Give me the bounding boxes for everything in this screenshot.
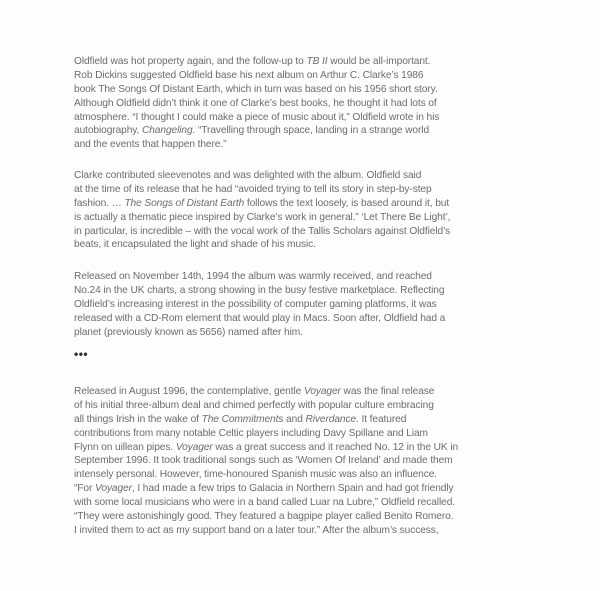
text-segment: contributions from many notable Celtic players including Davy Spillane and Liam bbox=[74, 427, 428, 439]
text-line bbox=[74, 55, 534, 69]
text-line bbox=[74, 138, 534, 152]
text-line bbox=[74, 69, 534, 83]
text-line bbox=[74, 270, 534, 284]
text-segment: all things Irish in the wake of bbox=[74, 413, 202, 425]
text-segment: intensely personal. However, time-honoured Spanish music was also an influence. bbox=[74, 469, 438, 481]
text-segment: was the final release bbox=[340, 386, 435, 397]
text-segment: of his initial three-album deal and chimed perfectly with popular culture embracing bbox=[74, 399, 434, 411]
text-segment: with some local musicians who were in a band called Luar na Lubre,” Oldfield recalled. bbox=[74, 497, 455, 509]
text-segment: beats, it encapsulated the light and shade of his music. bbox=[74, 239, 316, 251]
italic-title: Riverdance bbox=[305, 413, 357, 425]
text-segment: follows the text loosely, is based around it, but bbox=[244, 197, 450, 209]
text-line bbox=[74, 482, 534, 496]
text-segment: planet (previously known as 5656) named after him. bbox=[74, 326, 303, 338]
text-line bbox=[74, 97, 534, 111]
text-segment: would be all-important. bbox=[327, 56, 431, 67]
text-segment: . It featured bbox=[356, 413, 407, 425]
italic-title: Voyager bbox=[95, 483, 132, 495]
text-segment: book The Songs Of Distant Earth, which in turn was based on his 1956 short story. bbox=[74, 83, 438, 95]
text-line bbox=[74, 385, 534, 399]
text-line bbox=[74, 326, 534, 340]
text-line bbox=[74, 111, 534, 125]
text-line bbox=[74, 510, 534, 524]
italic-title: Voyager bbox=[175, 441, 213, 453]
text-segment: Released in August 1996, the contemplative, gentle bbox=[74, 386, 304, 397]
text-segment: , I had made a few trips to Galacia in Northern Spain and had got friendly bbox=[131, 483, 454, 495]
text-segment: September 1996. It took traditional songs such as ‘Women Of Ireland’ and made them bbox=[74, 455, 453, 467]
text-line bbox=[74, 183, 534, 197]
text-segment: Clarke contributed sleevenotes and was delighted with the album. Oldfield said bbox=[74, 170, 422, 181]
text-segment: autobiography, bbox=[74, 125, 142, 137]
text-segment: fashion. … bbox=[74, 197, 125, 209]
text-segment: released with a CD-Rom element that would play in Macs. Soon after, Oldfield had a bbox=[74, 312, 446, 324]
paragraph-2 bbox=[74, 169, 534, 252]
text-segment: Oldfield’s increasing interest in the possibility of computer gaming platforms, it was bbox=[74, 298, 437, 310]
text-segment: and bbox=[283, 413, 306, 425]
text-line bbox=[74, 399, 534, 413]
text-line bbox=[74, 441, 534, 455]
text-segment: I invited them to act as my support band on a later tour.” After the album’s success, bbox=[74, 524, 439, 536]
text-segment: Although Oldfield didn’t think it one of Clarke’s best books, he thought it had lots of bbox=[74, 97, 437, 109]
text-line bbox=[74, 468, 534, 482]
text-line bbox=[74, 454, 534, 468]
text-line bbox=[74, 413, 534, 427]
text-segment: atmosphere. “I thought I could make a piece of music about it,” Oldfield wrote in his bbox=[74, 111, 440, 123]
paragraph-3 bbox=[74, 270, 534, 339]
text-segment: Flynn on uillean pipes. bbox=[74, 441, 176, 453]
paragraph-4 bbox=[74, 385, 534, 538]
text-line bbox=[74, 312, 534, 326]
text-line bbox=[74, 238, 534, 252]
text-segment: No.24 in the UK charts, a strong showing in the busy festive marketplace. Reflecting bbox=[74, 284, 445, 296]
section-separator: ••• bbox=[74, 347, 89, 361]
text-segment: was a great success and it reached No. 12 in the UK in bbox=[212, 441, 459, 453]
text-line bbox=[74, 524, 534, 538]
text-segment: and the events that happen there.” bbox=[74, 139, 227, 151]
text-line bbox=[74, 225, 534, 239]
italic-title: Voyager bbox=[303, 386, 341, 397]
text-segment: Oldfield was hot property again, and the follow-up to bbox=[74, 56, 307, 67]
text-segment: . “Travelling through space, landing in a strange world bbox=[192, 125, 430, 137]
text-line bbox=[74, 496, 534, 510]
text-line bbox=[74, 169, 534, 183]
text-segment: is actually a thematic piece inspired by Clarke’s work in general.” ‘Let There Be Light’, bbox=[74, 211, 451, 223]
text-line bbox=[74, 197, 534, 211]
text-line bbox=[74, 298, 534, 312]
text-line bbox=[74, 284, 534, 298]
paragraph-1 bbox=[74, 55, 534, 152]
text-line bbox=[74, 124, 534, 138]
text-segment: at the time of its release that he had “avoided trying to tell its story in step-by-step bbox=[74, 183, 432, 195]
italic-title: Changeling bbox=[141, 125, 193, 137]
text-line bbox=[74, 83, 534, 97]
italic-title: The Songs of Distant Earth bbox=[124, 197, 245, 209]
italic-title: TB II bbox=[306, 56, 328, 67]
text-line bbox=[74, 427, 534, 441]
text-line bbox=[74, 211, 534, 225]
text-segment: “For bbox=[74, 483, 96, 495]
text-segment: Released on November 14th, 1994 the album was warmly received, and reached bbox=[74, 271, 432, 282]
text-segment: in particular, is incredible – with the vocal work of the Tallis Scholars against Oldfield’s bbox=[74, 225, 451, 237]
text-segment: Rob Dickins suggested Oldfield base his next album on Arthur C. Clarke’s 1986 bbox=[74, 69, 424, 81]
italic-title: The Commitments bbox=[201, 413, 284, 425]
text-segment: “They were astonishingly good. They featured a bagpipe player called Benito Romero. bbox=[74, 511, 454, 523]
